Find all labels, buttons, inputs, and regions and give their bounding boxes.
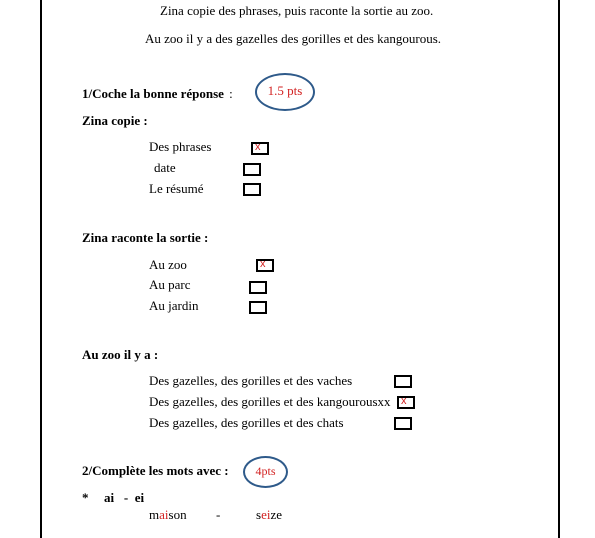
- q3-checkbox-3[interactable]: [394, 417, 412, 430]
- section1-title-text: 1/Coche la bonne réponse: [82, 86, 224, 101]
- check-mark-icon: x: [401, 395, 407, 407]
- q1-checkbox-1[interactable]: [251, 142, 269, 155]
- q2-title: Zina raconte la sortie :: [82, 230, 209, 245]
- section1-points-oval: [255, 73, 315, 111]
- q2-option-2: Au parc: [149, 277, 191, 292]
- q3-checkbox-1[interactable]: [394, 375, 412, 388]
- section1-title-colon: :: [229, 86, 233, 101]
- q2-option-1: Au zoo: [149, 257, 187, 272]
- q1-checkbox-3[interactable]: [243, 183, 261, 196]
- word1-start: m: [149, 507, 160, 522]
- check-mark-icon: x: [255, 141, 261, 153]
- word1-highlight: ai: [159, 507, 169, 522]
- q1-checkbox-2[interactable]: [243, 163, 261, 176]
- section1-title: [82, 86, 233, 102]
- word-seize: [256, 507, 282, 523]
- q3-option-3: Des gazelles, des gorilles et des chats: [149, 415, 344, 430]
- word1-end: son: [168, 507, 187, 522]
- q3-title: Au zoo il y a :: [82, 347, 159, 362]
- intro-line-1: Zina copie des phrases, puis raconte la sortie au zoo.: [160, 3, 434, 18]
- word2-end: ze: [270, 507, 282, 522]
- word2-start: s: [256, 507, 262, 522]
- q1-option-2: date: [154, 160, 176, 175]
- word-separator: -: [216, 507, 221, 522]
- section1-points: 1.5 pts: [267, 83, 303, 98]
- q3-option-1: Des gazelles, des gorilles et des vaches: [149, 373, 353, 388]
- section2-title: 2/Complète les mots avec :: [82, 463, 229, 478]
- check-mark-icon: x: [260, 258, 266, 270]
- letters-pair: ai - ei: [104, 490, 145, 505]
- word2-highlight: ei: [261, 507, 271, 522]
- word-maison: [149, 507, 187, 523]
- q2-checkbox-1[interactable]: [256, 259, 274, 272]
- section2-points: 4pts: [255, 464, 276, 478]
- q2-checkbox-2[interactable]: [249, 281, 267, 294]
- section2-points-oval: [243, 456, 288, 488]
- q3-checkbox-2[interactable]: [397, 396, 415, 409]
- q3-option-2: Des gazelles, des gorilles et des kangourousxx: [149, 394, 391, 409]
- q1-option-3: Le résumé: [149, 181, 204, 196]
- bullet-star: *: [82, 490, 89, 505]
- q1-option-1: Des phrases: [149, 139, 212, 154]
- intro-line-2: Au zoo il y a des gazelles des gorilles et des kangourous.: [145, 31, 442, 46]
- q1-title: Zina copie :: [82, 113, 148, 128]
- q2-checkbox-3[interactable]: [249, 301, 267, 314]
- q2-option-3: Au jardin: [149, 298, 199, 313]
